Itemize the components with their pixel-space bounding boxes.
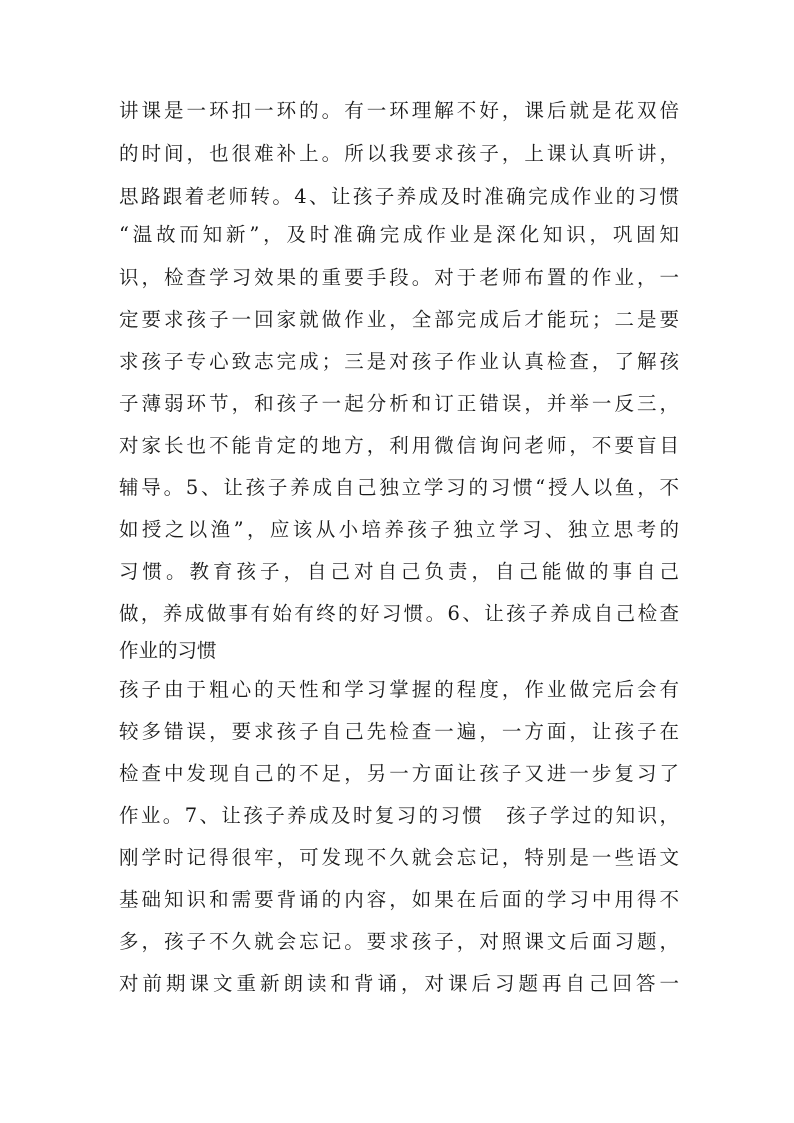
body-text-line: 如授之以渔”，应该从小培养孩子独立学习、独立思考的 (119, 518, 679, 541)
body-text-line: 对家长也不能肯定的地方，利用微信询问老师，不要盲目 (119, 434, 679, 457)
body-text-line: 做，养成做事有始有终的好习惯。6、让孩子养成自己检查 (119, 602, 679, 625)
body-text-line: 子薄弱环节，和孩子一起分析和订正错误，并举一反三， (119, 392, 679, 415)
body-text-line: 的时间，也很难补上。所以我要求孩子，上课认真听讲， (119, 142, 679, 165)
body-text-line: 作业。7、让孩子养成及时复习的习惯 孩子学过的知识， (119, 804, 679, 827)
body-text-line: 孩子由于粗心的天性和学习掌握的程度，作业做完后会有 (119, 678, 679, 701)
body-text-line: 较多错误，要求孩子自己先检查一遍，一方面，让孩子在 (119, 720, 679, 743)
body-text-line: “温故而知新”，及时准确完成作业是深化知识，巩固知 (119, 223, 679, 246)
body-text-line: 求孩子专心致志完成；三是对孩子作业认真检查，了解孩 (119, 350, 679, 373)
body-text-line: 习惯。教育孩子，自己对自己负责，自己能做的事自己 (119, 560, 679, 583)
body-text-line: 刚学时记得很牢，可发现不久就会忘记，特别是一些语文 (119, 846, 679, 869)
body-text-line: 基础知识和需要背诵的内容，如果在后面的学习中用得不 (119, 888, 679, 911)
body-text-line: 对前期课文重新朗读和背诵，对课后习题再自己回答一 (119, 972, 679, 995)
body-text-line: 辅导。5、让孩子养成自己独立学习的习惯“授人以鱼，不 (119, 476, 679, 499)
body-text-line: 检查中发现自己的不足，另一方面让孩子又进一步复习了 (119, 762, 679, 785)
body-text-line: 识，检查学习效果的重要手段。对于老师布置的作业，一 (119, 266, 679, 289)
body-text-line: 多，孩子不久就会忘记。要求孩子，对照课文后面习题， (119, 930, 679, 953)
body-text-line: 思路跟着老师转。4、让孩子养成及时准确完成作业的习惯 (119, 185, 679, 208)
body-text-line: 讲课是一环扣一环的。有一环理解不好，课后就是花双倍 (119, 99, 679, 122)
body-text-line: 定要求孩子一回家就做作业，全部完成后才能玩；二是要 (119, 308, 679, 331)
body-text-line: 作业的习惯 (119, 639, 217, 662)
